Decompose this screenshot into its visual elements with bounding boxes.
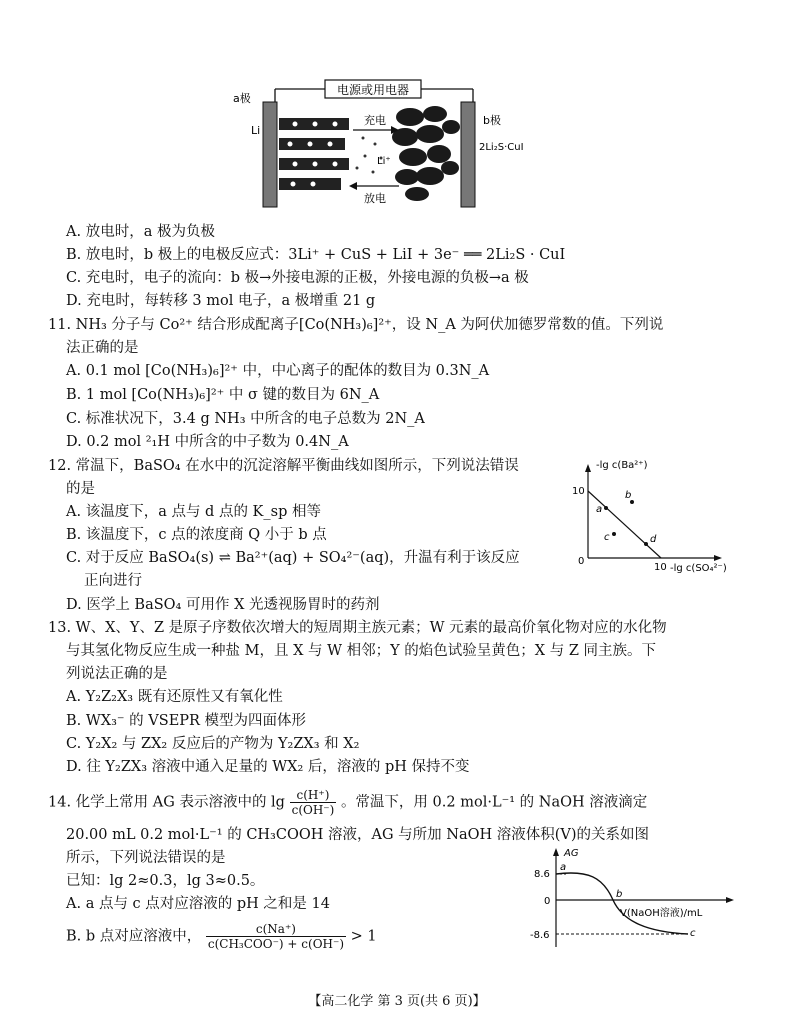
q12-point-c [612, 532, 616, 536]
q10-option-b: B. 放电时，b 极上的电极反应式：3Li⁺ + CuS + LiI + 3e⁻ ══ 2Li₂S · CuI [66, 247, 566, 263]
q14-stem-1-a: 14. 化学上常用 AG 表示溶液中的 lg [48, 794, 285, 811]
q14-xlabel: V(NaOH溶液)/mL [620, 908, 703, 919]
q12-option-b: B. 该温度下，c 点的浓度商 Q 小于 b 点 [66, 527, 327, 543]
q14-frac1-num: c(H⁺) [290, 788, 337, 803]
q12-origin: 0 [578, 556, 585, 567]
q12-option-c-cont: 正向进行 [84, 573, 142, 589]
q14-label-b: b [616, 889, 623, 900]
q14-stem-3: 所示，下列说法错误的是 [66, 850, 226, 866]
q12-label-d: d [650, 534, 657, 545]
q14-label-a: a [560, 862, 567, 873]
q14-option-a: A. a 点与 c 点对应溶液的 pH 之和是 14 [66, 896, 330, 912]
li-label: Li [251, 124, 261, 137]
q14-ytick-top: 8.6 [534, 869, 550, 880]
q12-option-d: D. 医学上 BaSO₄ 可用作 X 光透视肠胃时的药剂 [66, 597, 380, 613]
q13-stem-3: 列说法正确的是 [66, 666, 168, 682]
q12-stem-1: 12. 常温下，BaSO₄ 在水中的沉淀溶解平衡曲线如图所示，下列说法错误 [48, 458, 519, 474]
q13-stem-1: 13. W、X、Y、Z 是原子序数依次增大的短周期主族元素；W 元素的最高价氧化物对应的水化物 [48, 620, 667, 636]
q13-option-a: A. Y₂Z₂X₃ 既有还原性又有氧化性 [66, 689, 283, 705]
q14-option-b-b: > 1 [350, 928, 377, 945]
b-material-label: 2Li₂S·CuI [479, 142, 524, 153]
q11-option-b: B. 1 mol [Co(NH₃)₆]²⁺ 中 σ 键的数目为 6N_A [66, 387, 380, 403]
q12-ylabel: -lg c(Ba²⁺) [596, 460, 648, 471]
q12-curve [588, 491, 661, 558]
q12-option-a: A. 该温度下，a 点与 d 点的 K_sp 相等 [66, 504, 321, 520]
q14-fraction-1 [290, 788, 337, 817]
q11-option-c: C. 标准状况下，3.4 g NH₃ 中所含的电子总数为 2N_A [66, 411, 425, 427]
electrode-b [461, 102, 475, 207]
q14-frac2-num: c(Na⁺) [206, 922, 346, 937]
battery-diagram [225, 72, 555, 212]
q14-ylabel: AG [564, 848, 579, 859]
q12-label-c: c [604, 532, 610, 543]
q14-known: 已知：lg 2≈0.3，lg 3≈0.5。 [66, 873, 265, 889]
electrode-a [263, 102, 277, 207]
q10-option-a: A. 放电时，a 极为负极 [66, 224, 215, 240]
q12-label-a: a [596, 504, 603, 515]
q14-option-b [66, 922, 377, 951]
power-label: 电源或用电器 [336, 83, 410, 97]
q13-option-c: C. Y₂X₂ 与 ZX₂ 反应后的产物为 Y₂ZX₃ 和 X₂ [66, 736, 360, 752]
q13-stem-2: 与其氢化物反应生成一种盐 M，且 X 与 W 相邻；Y 的焰色试验呈黄色；X 与 Z 同主族。下 [66, 643, 657, 659]
a-electrode-label: a极 [233, 92, 251, 105]
q14-curve [556, 873, 688, 934]
charge-label: 充电 [364, 114, 386, 127]
q13-option-b: B. WX₃⁻ 的 VSEPR 模型为四面体形 [66, 713, 307, 729]
q12-stem-2: 的是 [66, 481, 95, 497]
q14-option-b-a: B. b 点对应溶液中， [66, 928, 202, 945]
q10-option-c: C. 充电时，电子的流向：b 极→外接电源的正极，外接电源的负极→a 极 [66, 270, 529, 286]
q12-point-a [604, 506, 608, 510]
q12-label-b: b [625, 490, 632, 501]
q10-option-d: D. 充电时，每转移 3 mol 电子，a 极增重 21 g [66, 293, 376, 309]
q14-stem-2: 20.00 mL 0.2 mol·L⁻¹ 的 CH₃COOH 溶液，AG 与所加 NaOH 溶液体积(V)的关系如图 [66, 827, 650, 843]
q14-frac1-den: c(OH⁻) [291, 803, 335, 817]
q14-frac2-den: c(CH₃COO⁻) + c(OH⁻) [207, 937, 345, 951]
q14-stem-1-b: 。常温下，用 0.2 mol·L⁻¹ 的 NaOH 溶液滴定 [340, 794, 648, 811]
q12-chart [566, 456, 746, 576]
q11-option-d: D. 0.2 mol ²₁H 中所含的中子数为 0.4N_A [66, 434, 349, 450]
q14-chart [528, 842, 768, 952]
q12-ytick: 10 [572, 486, 585, 497]
q14-ytick-zero: 0 [544, 896, 551, 907]
q14-fraction-2 [206, 922, 346, 951]
q12-option-c: C. 对于反应 BaSO₄(s) ⇌ Ba²⁺(aq) + SO₄²⁻(aq)，升温有利于该反应 [66, 550, 520, 566]
q14-ytick-bottom: -8.6 [530, 930, 550, 941]
q14-label-c: c [690, 928, 696, 939]
b-electrode-label: b极 [483, 114, 501, 127]
q12-xlabel: -lg c(SO₄²⁻) [670, 563, 727, 574]
q12-point-d [644, 542, 648, 546]
q11-stem-1: 11. NH₃ 分子与 Co²⁺ 结合形成配离子[Co(NH₃)₆]²⁺，设 N_A 为阿伏加德罗常数的值。下列说 [48, 317, 664, 333]
li-ion-label: Li⁺ [377, 156, 391, 167]
q11-option-a: A. 0.1 mol [Co(NH₃)₆]²⁺ 中，中心离子的配体的数目为 0.3N_A [66, 363, 490, 379]
page-footer: 【高二化学 第 3 页(共 6 页)】 [308, 994, 486, 1009]
q13-option-d: D. 往 Y₂ZX₃ 溶液中通入足量的 WX₂ 后，溶液的 pH 保持不变 [66, 759, 470, 775]
q11-stem-2: 法正确的是 [66, 340, 139, 356]
q14-stem-1 [48, 788, 647, 817]
q12-xtick: 10 [654, 562, 667, 573]
discharge-label: 放电 [364, 192, 386, 205]
